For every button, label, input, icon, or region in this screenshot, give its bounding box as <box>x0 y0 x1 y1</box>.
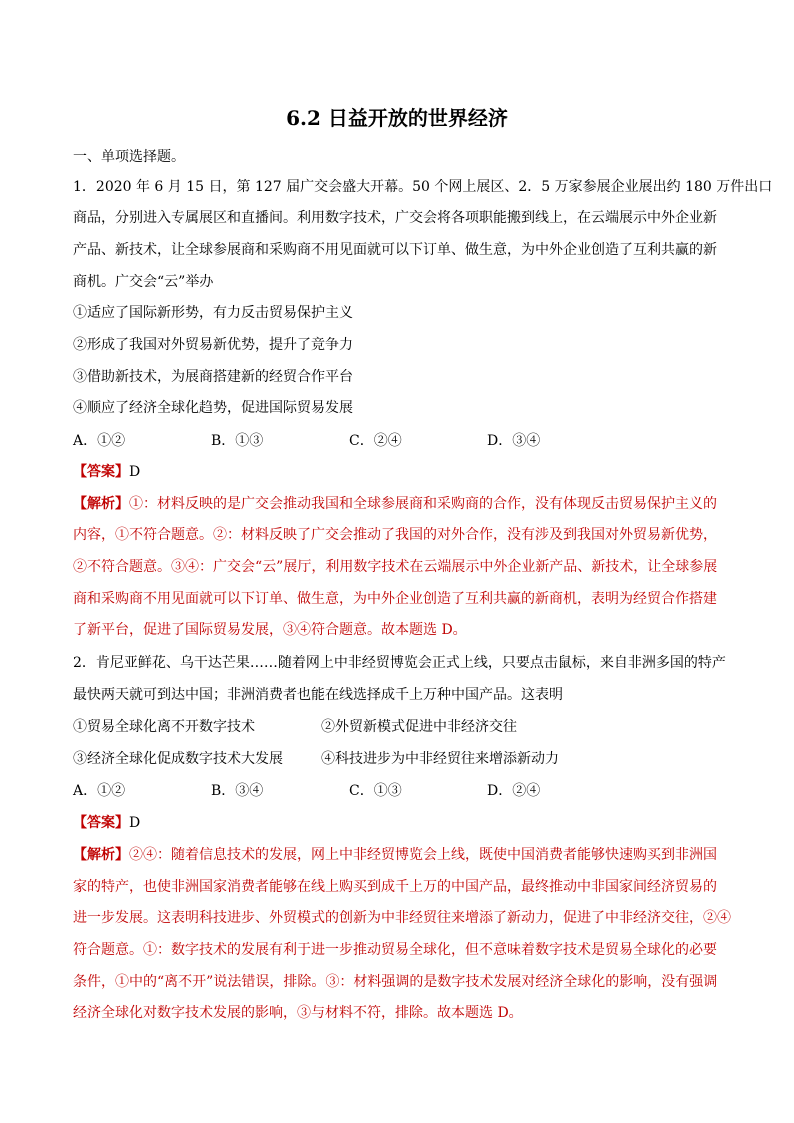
q2-option-c: C．①③ <box>349 783 402 799</box>
q2-item: ②外贸新模式促进中非经济交往 <box>321 719 517 735</box>
q1-item: ①适应了国际新形势，有力反击贸易保护主义 <box>73 305 353 321</box>
q1-answer <box>73 462 140 482</box>
q2-analysis-line: 经济全球化对数字技术发展的影响，③与材料不符，排除。故本题选 D。 <box>73 1005 523 1021</box>
q1-analysis-line: ②不符合题意。③④：广交会“云”展厅，利用数字技术在云端展示中外企业新产品、新技术，让全球参展 <box>73 559 718 575</box>
q2-option-b: B．③④ <box>211 783 264 799</box>
q1-option-a: A．①② <box>73 433 126 449</box>
q2-stem-line: 最快两天就可到达中国；非洲消费者也能在线选择成千上万种中国产品。这表明 <box>73 687 563 703</box>
q1-analysis-line: 内容，①不符合题意。②：材料反映了广交会推动了我国的对外合作，没有涉及到我国对外贸易新优势， <box>73 527 717 543</box>
analysis-tag: 【解析】 <box>73 847 129 863</box>
answer-value: D <box>129 815 141 831</box>
section-heading: 一、单项选择题。 <box>73 149 185 165</box>
q2-stem-line: 2．肯尼亚鲜花、乌干达芒果……随着网上中非经贸博览会正式上线，只要点击鼠标，来自非洲多国的特产 <box>73 655 726 671</box>
q2-item: ①贸易全球化离不开数字技术 <box>73 719 255 735</box>
q2-item: ③经济全球化促成数字技术大发展 <box>73 751 283 767</box>
q2-analysis-line: 进一步发展。这表明科技进步、外贸模式的创新为中非经贸往来增添了新动力，促进了中非经济交往，②④ <box>73 910 731 926</box>
q1-stem-line: 1．2020 年 6 月 15 日，第 127 届广交会盛大开幕。50 个网上展区、2．5 万家参展企业展出约 180 万件出口 <box>73 179 773 195</box>
q2-option-a: A．①② <box>73 783 126 799</box>
q1-option-d: D．③④ <box>487 433 541 449</box>
page-title: 6.2 日益开放的世界经济 <box>286 106 508 130</box>
answer-tag: 【答案】 <box>73 815 129 831</box>
q2-item: ④科技进步为中非经贸往来增添新动力 <box>321 751 559 767</box>
q1-analysis-line: 了新平台，促进了国际贸易发展，③④符合题意。故本题选 D。 <box>73 622 467 638</box>
q2-analysis-line: 条件，①中的“离不开”说法错误，排除。③：材料强调的是数字技术发展对经济全球化的影响，没有强调 <box>73 974 718 990</box>
q1-analysis-line: 商和采购商不用见面就可以下订单、做生意，为中外企业创造了互利共赢的新商机，表明为经贸合作搭建 <box>73 591 717 607</box>
q1-item: ③借助新技术，为展商搭建新的经贸合作平台 <box>73 369 353 385</box>
q2-option-d: D．②④ <box>487 783 541 799</box>
answer-tag: 【答案】 <box>73 464 129 480</box>
q1-analysis-line <box>73 494 717 514</box>
q1-stem-line: 产品、新技术，让全球参展商和采购商不用见面就可以下订单、做生意，为中外企业创造了互利共赢的新 <box>73 242 717 258</box>
q1-item: ②形成了我国对外贸易新优势，提升了竞争力 <box>73 337 353 353</box>
q2-analysis-line: 家的特产，也使非洲国家消费者能够在线上购买到成千上万的中国产品，最终推动中非国家间经济贸易的 <box>73 879 717 895</box>
q1-option-c: C．②④ <box>349 433 402 449</box>
q2-answer <box>73 813 140 833</box>
analysis-text: ①：材料反映的是广交会推动我国和全球参展商和采购商的合作，没有体现反击贸易保护主义的 <box>129 496 717 512</box>
q1-stem-line: 商机。广交会“云”举办 <box>73 274 214 290</box>
q2-analysis-line: 符合题意。①：数字技术的发展有利于进一步推动贸易全球化，但不意味着数字技术是贸易全球化的必要 <box>73 942 717 958</box>
answer-value: D <box>129 464 141 480</box>
q1-stem-line: 商品，分别进入专属展区和直播间。利用数字技术，广交会将各项职能搬到线上，在云端展示中外企业新 <box>73 210 717 226</box>
q2-analysis-line <box>73 845 717 865</box>
analysis-text: ②④：随着信息技术的发展，网上中非经贸博览会上线，既使中国消费者能够快速购买到非洲国 <box>129 847 717 863</box>
analysis-tag: 【解析】 <box>73 496 129 512</box>
q1-item: ④顺应了经济全球化趋势，促进国际贸易发展 <box>73 400 353 416</box>
q1-option-b: B．①③ <box>211 433 264 449</box>
